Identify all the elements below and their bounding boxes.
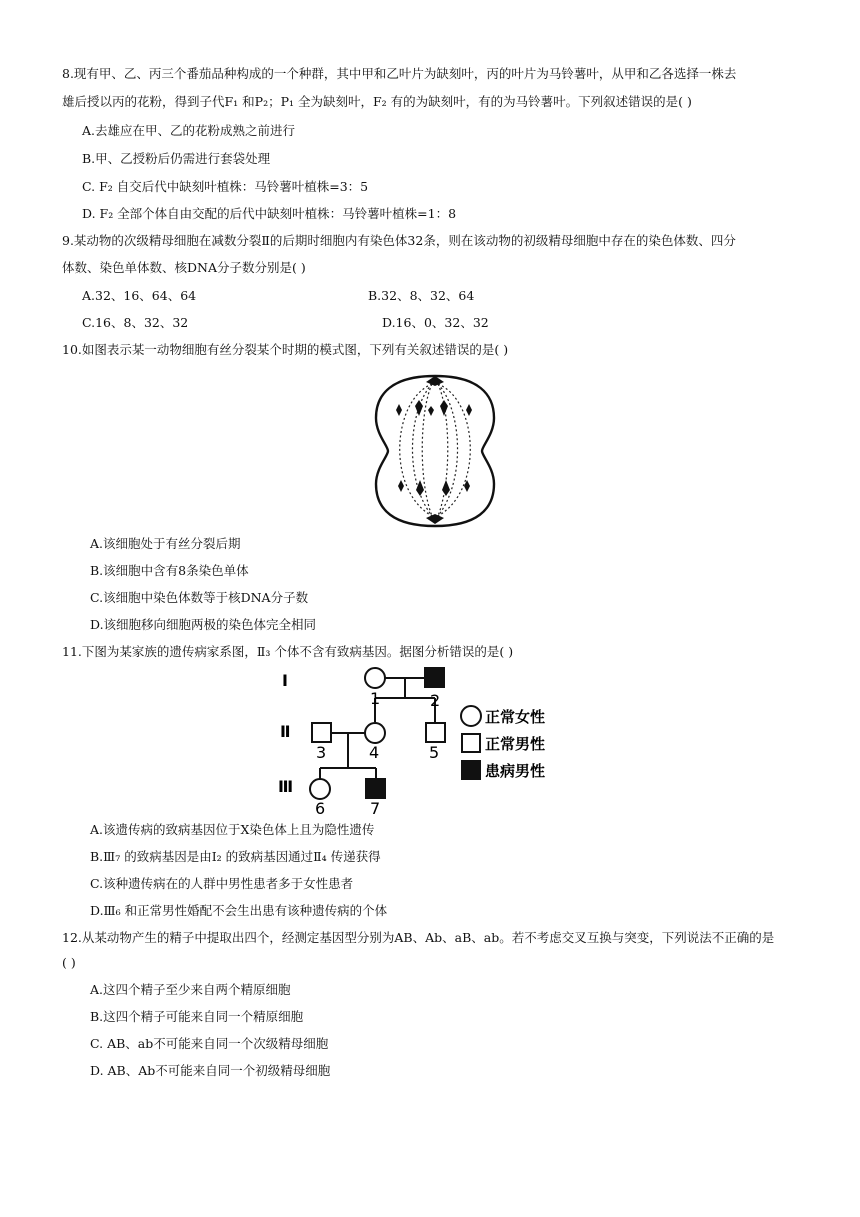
individual-5 xyxy=(426,723,445,742)
label-3: 3 xyxy=(316,743,327,762)
q11-stem: 11.下图为某家族的遗传病家系图，Ⅱ₃ 个体不含有致病基因。据图分析错误的是( ) xyxy=(62,644,514,659)
q9-option-b: B.32、8、32、64 xyxy=(368,288,475,303)
legend-affected-label: 患病男性 xyxy=(485,762,546,780)
label-5: 5 xyxy=(429,743,440,762)
gen-label-3: Ⅲ xyxy=(278,777,294,796)
gen-label-1: Ⅰ xyxy=(282,671,288,690)
q11-option-a: A.该遗传病的致病基因位于X染色体上且为隐性遗传 xyxy=(90,822,375,837)
q9-stem-line2: 体数、染色单体数、核DNA分子数分别是( ) xyxy=(62,260,306,275)
label-7: 7 xyxy=(370,799,381,816)
q9-stem-line1: 9.某动物的次级精母细胞在减数分裂Ⅱ的后期时细胞内有染色体32条，则在该动物的初级精母细胞中存在的染色体数、四分 xyxy=(62,233,736,248)
legend-female-label: 正常女性 xyxy=(485,708,546,726)
q11-option-b: B.Ⅲ₇ 的致病基因是由Ⅰ₂ 的致病基因通过Ⅱ₄ 传递获得 xyxy=(90,849,381,864)
individual-1 xyxy=(365,668,385,688)
q9-option-a: A.32、16、64、64 xyxy=(82,288,197,303)
q12-option-a: A.这四个精子至少来自两个精原细胞 xyxy=(90,982,291,997)
q10-stem: 10.如图表示某一动物细胞有丝分裂某个时期的模式图，下列有关叙述错误的是( ) xyxy=(62,342,509,357)
label-6: 6 xyxy=(315,799,326,816)
q8-option-b: B.甲、乙授粉后仍需进行套袋处理 xyxy=(82,151,271,166)
gen-label-2: Ⅱ xyxy=(280,722,291,741)
individual-7 xyxy=(366,779,385,798)
legend-male-symbol xyxy=(462,734,480,752)
q8-option-d: D. F₂ 全部个体自由交配的后代中缺刻叶植株：马铃薯叶植株=1：8 xyxy=(82,206,457,221)
individual-6 xyxy=(310,779,330,799)
individual-2 xyxy=(425,668,444,687)
individual-4 xyxy=(365,723,385,743)
legend-male-label: 正常男性 xyxy=(485,735,546,753)
q8-option-a: A.去雄应在甲、乙的花粉成熟之前进行 xyxy=(82,123,296,138)
q9-option-c: C.16、8、32、32 xyxy=(82,315,189,330)
pedigree-chart xyxy=(272,664,562,816)
q8-option-c: C. F₂ 自交后代中缺刻叶植株：马铃薯叶植株=3：5 xyxy=(82,179,369,194)
q10-option-c: C.该细胞中染色体数等于核DNA分子数 xyxy=(90,590,309,605)
q12-option-b: B.这四个精子可能来自同一个精原细胞 xyxy=(90,1009,304,1024)
cell-division-figure xyxy=(368,370,502,532)
label-2: 2 xyxy=(430,691,441,710)
q12-stem-line2: ( ) xyxy=(62,955,76,970)
q10-option-b: B.该细胞中含有8条染色单体 xyxy=(90,563,249,578)
q10-option-d: D.该细胞移向细胞两极的染色体完全相同 xyxy=(90,617,317,632)
label-1: 1 xyxy=(370,689,381,708)
q12-option-d: D. AB、Ab不可能来自同一个初级精母细胞 xyxy=(90,1063,331,1078)
q12-option-c: C. AB、ab不可能来自同一个次级精母细胞 xyxy=(90,1036,329,1051)
individual-3 xyxy=(312,723,331,742)
legend-female-symbol xyxy=(461,706,481,726)
label-4: 4 xyxy=(369,743,380,762)
q12-stem-line1: 12.从某动物产生的精子中提取出四个，经测定基因型分别为AB、Ab、aB、ab。若不考虑交叉互换与突变，下列说法不正确的是 xyxy=(62,930,775,945)
q8-stem-line2: 雄后授以丙的花粉，得到子代F₁ 和P₂；P₁ 全为缺刻叶，F₂ 有的为缺刻叶，有的为马铃薯叶。下列叙述错误的是( ) xyxy=(62,94,692,109)
q9-option-d: D.16、0、32、32 xyxy=(382,315,489,330)
q11-option-d: D.Ⅲ₆ 和正常男性婚配不会生出患有该种遗传病的个体 xyxy=(90,903,388,918)
q10-option-a: A.该细胞处于有丝分裂后期 xyxy=(90,536,241,551)
q8-stem-line1: 8.现有甲、乙、丙三个番茄品种构成的一个种群，其中甲和乙叶片为缺刻叶，丙的叶片为马铃薯叶，从甲和乙各选择一株去 xyxy=(62,66,737,81)
q11-option-c: C.该种遗传病在的人群中男性患者多于女性患者 xyxy=(90,876,354,891)
legend-affected-symbol xyxy=(462,761,480,779)
